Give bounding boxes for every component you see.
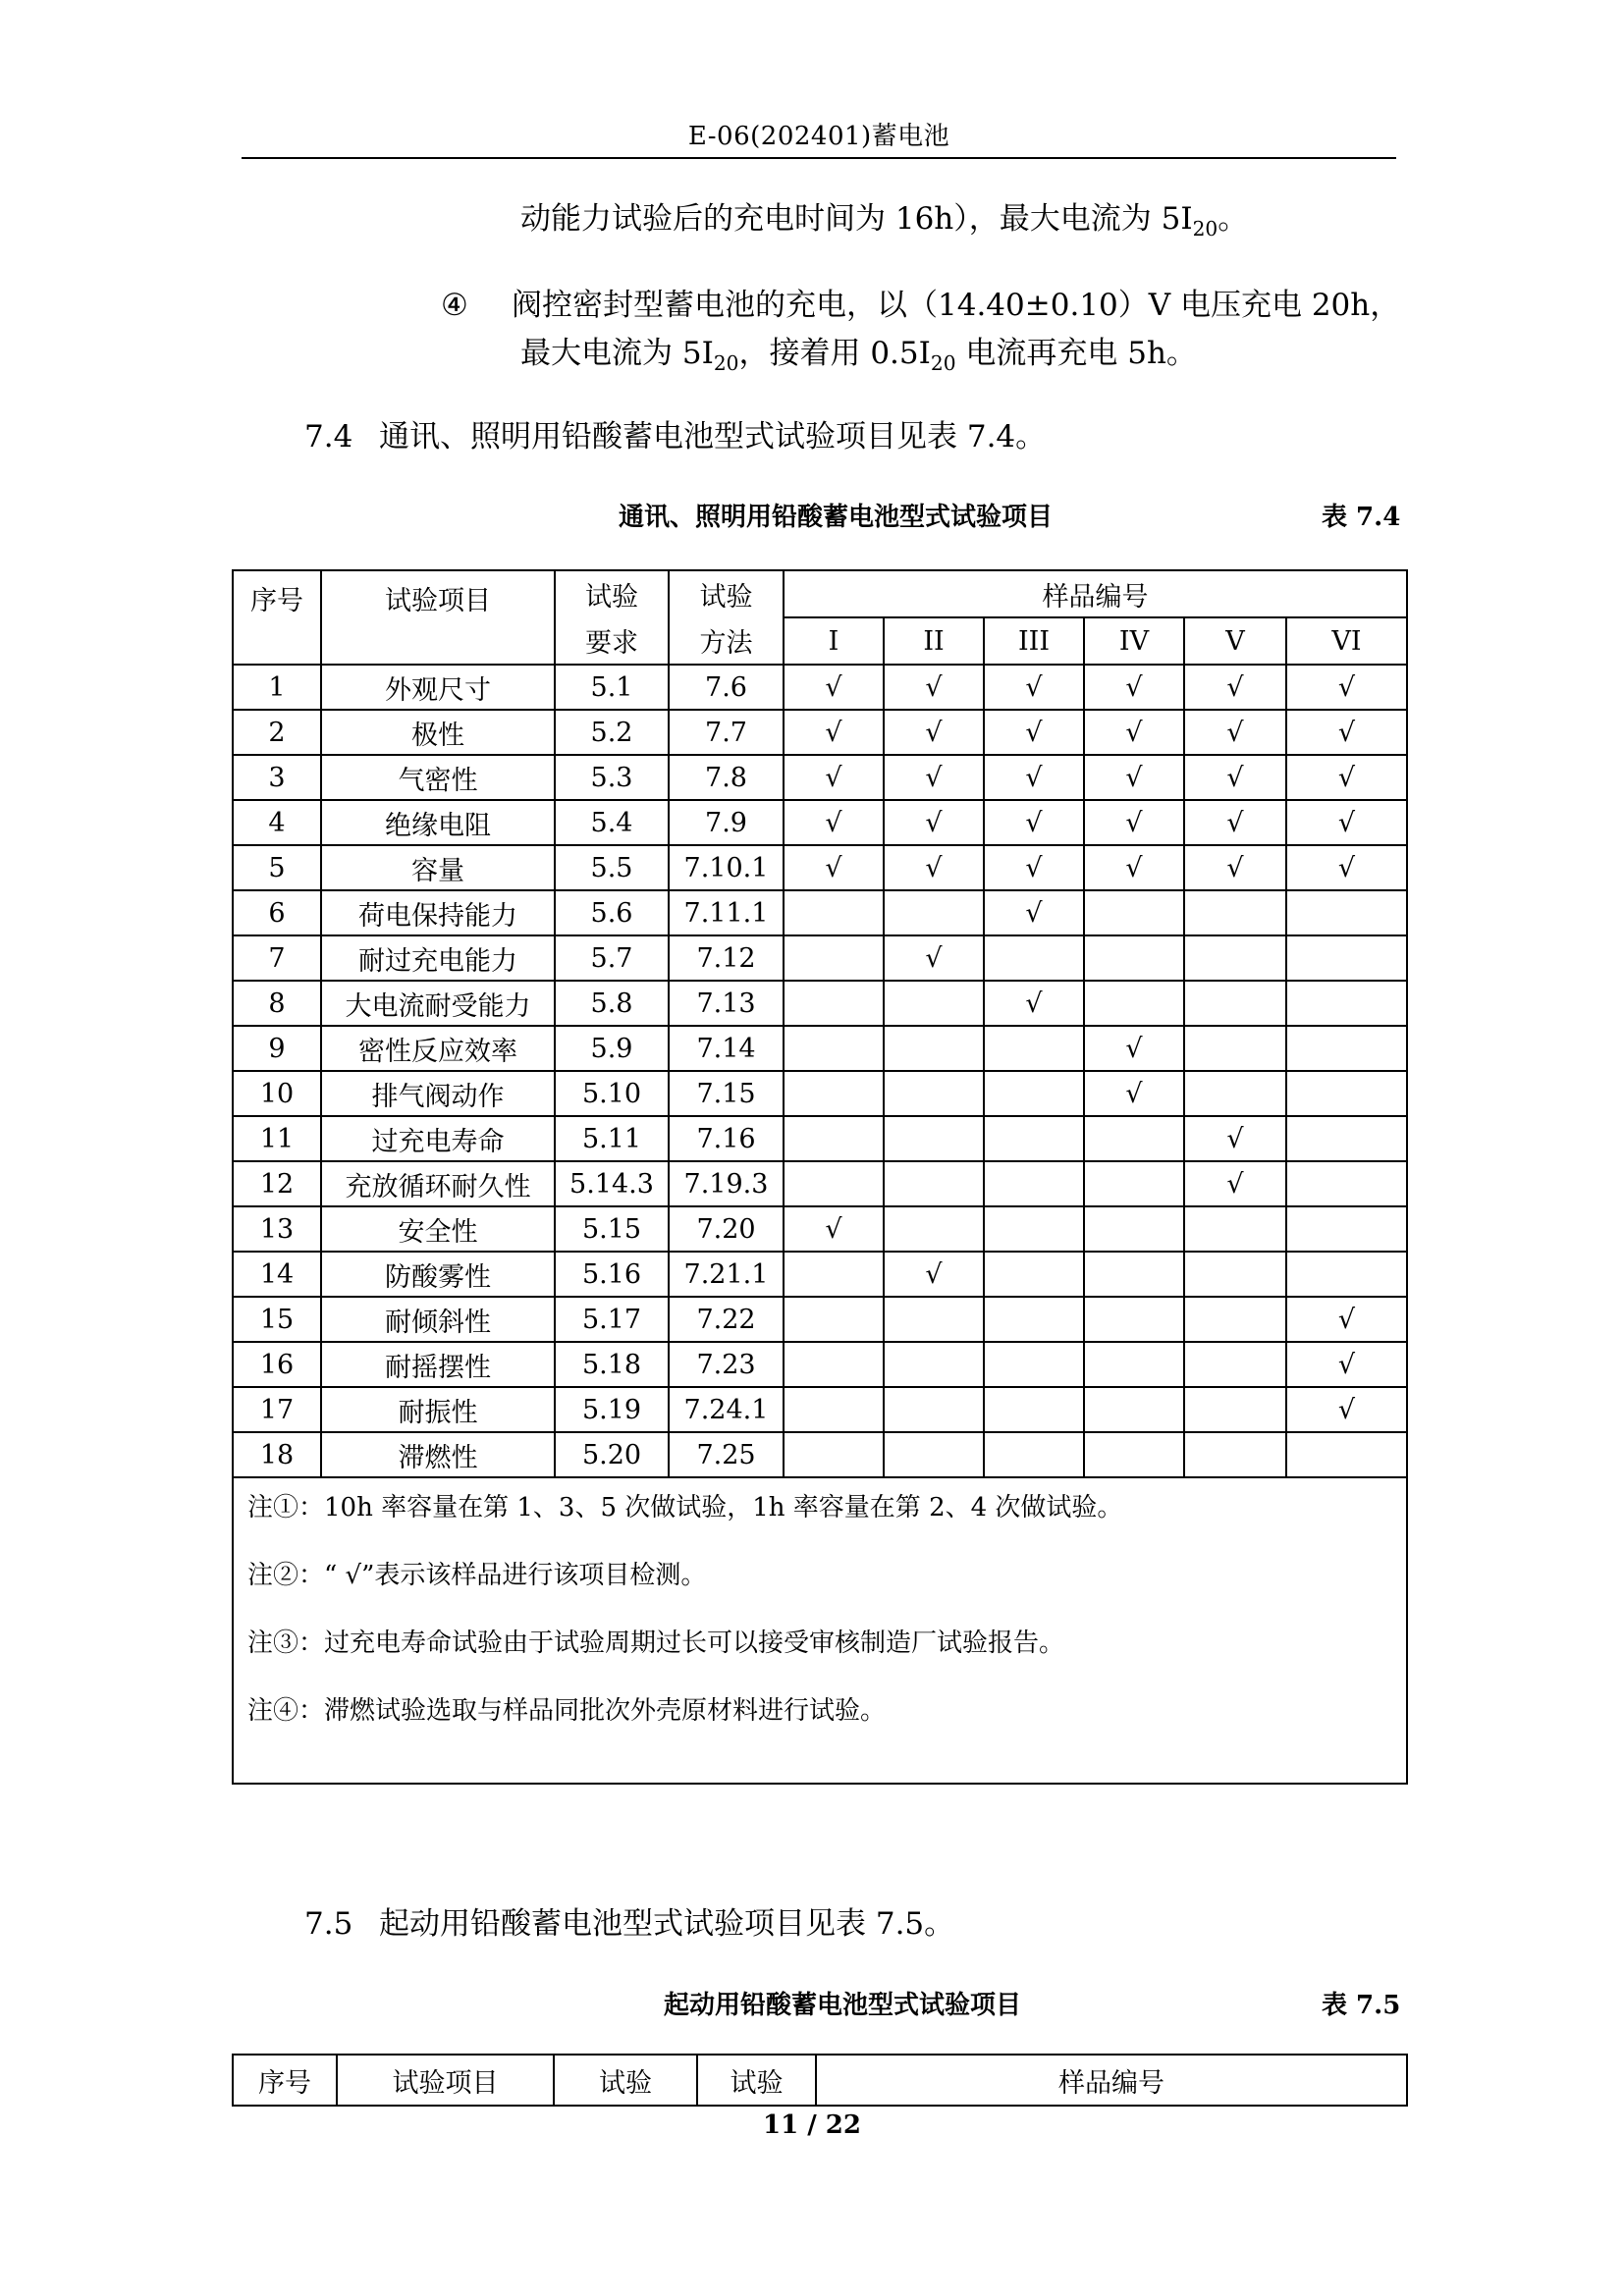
table-row: [233, 665, 1407, 710]
table-row: [233, 1387, 1407, 1432]
row-number: 14: [233, 1252, 321, 1297]
row-requirement: 5.3: [555, 755, 669, 800]
section-text: 通讯、照明用铅酸蓄电池型式试验项目见表 7.4。: [379, 419, 1047, 454]
document-header: E-06(202401)蓄电池: [687, 122, 950, 151]
table-row: [233, 1432, 1407, 1477]
row-test-item: 防酸雾性: [321, 1252, 555, 1297]
table-7-4: [232, 569, 1408, 1785]
sample-1-mark: [784, 1342, 884, 1387]
sample-6-mark: √: [1286, 710, 1407, 755]
table-caption: 起动用铅酸蓄电池型式试验项目: [664, 1991, 1022, 2020]
sample-4-mark: [1084, 1342, 1184, 1387]
sample-6-mark: [1286, 1206, 1407, 1252]
header-sample-2: II: [884, 617, 984, 665]
header-item: 试验项目: [337, 2055, 554, 2106]
sample-1-mark: √: [784, 1206, 884, 1252]
sample-2-mark: √: [884, 935, 984, 981]
sample-1-mark: √: [784, 800, 884, 845]
row-number: 7: [233, 935, 321, 981]
row-method: 7.10.1: [669, 845, 784, 890]
row-number: 3: [233, 755, 321, 800]
table-row: [233, 1116, 1407, 1161]
row-method: 7.19.3: [669, 1161, 784, 1206]
sample-3-mark: [984, 935, 1084, 981]
sample-3-mark: [984, 1116, 1084, 1161]
row-method: 7.14: [669, 1026, 784, 1071]
sample-2-mark: √: [884, 800, 984, 845]
sample-3-mark: √: [984, 800, 1084, 845]
sample-4-mark: √: [1084, 1071, 1184, 1116]
row-test-item: 滞燃性: [321, 1432, 555, 1477]
sample-5-mark: √: [1184, 755, 1286, 800]
sample-5-mark: [1184, 1387, 1286, 1432]
sample-2-mark: [884, 1432, 984, 1477]
sample-4-mark: √: [1084, 755, 1184, 800]
table-row: [233, 845, 1407, 890]
header-req: 试验: [555, 570, 669, 617]
row-requirement: 5.15: [555, 1206, 669, 1252]
header-sample-4: IV: [1084, 617, 1184, 665]
row-test-item: 大电流耐受能力: [321, 981, 555, 1026]
sample-5-mark: [1184, 1071, 1286, 1116]
row-test-item: 极性: [321, 710, 555, 755]
table-row: [233, 1026, 1407, 1071]
sample-1-mark: [784, 1387, 884, 1432]
sample-5-mark: √: [1184, 845, 1286, 890]
sample-6-mark: [1286, 981, 1407, 1026]
paragraph-text-end: 。: [1218, 201, 1249, 237]
row-method: 7.7: [669, 710, 784, 755]
list-item-line-2: [520, 329, 1197, 388]
sample-1-mark: [784, 1432, 884, 1477]
sample-6-mark: [1286, 1252, 1407, 1297]
table-row: [233, 755, 1407, 800]
row-requirement: 5.8: [555, 981, 669, 1026]
row-number: 17: [233, 1387, 321, 1432]
sample-4-mark: [1084, 1252, 1184, 1297]
header-rule: [242, 157, 1396, 159]
sample-6-mark: √: [1286, 755, 1407, 800]
sample-4-mark: [1084, 1387, 1184, 1432]
note-4: 注④：滞燃试验选取与样品同批次外壳原材料进行试验。: [247, 1696, 887, 1726]
sample-2-mark: √: [884, 710, 984, 755]
row-test-item: 密性反应效率: [321, 1026, 555, 1071]
sample-2-mark: [884, 981, 984, 1026]
row-number: 8: [233, 981, 321, 1026]
row-test-item: 过充电寿命: [321, 1116, 555, 1161]
row-test-item: 耐倾斜性: [321, 1297, 555, 1342]
sample-4-mark: [1084, 890, 1184, 935]
sample-2-mark: [884, 1297, 984, 1342]
table-caption: 通讯、照明用铅酸蓄电池型式试验项目: [619, 503, 1054, 532]
header-method: 试验: [669, 570, 784, 617]
row-requirement: 5.17: [555, 1297, 669, 1342]
sample-1-mark: [784, 1252, 884, 1297]
table-row: [233, 1071, 1407, 1116]
sample-6-mark: √: [1286, 800, 1407, 845]
sample-5-mark: [1184, 1297, 1286, 1342]
paragraph-continuation: [520, 194, 1248, 253]
sample-3-mark: [984, 1206, 1084, 1252]
sample-6-mark: [1286, 1026, 1407, 1071]
table-row: [233, 710, 1407, 755]
notes-row: [233, 1477, 1407, 1784]
table-row: [233, 1161, 1407, 1206]
table-row: [233, 1297, 1407, 1342]
sample-4-mark: [1084, 1206, 1184, 1252]
sample-3-mark: [984, 1342, 1084, 1387]
sample-5-mark: [1184, 1252, 1286, 1297]
row-method: 7.21.1: [669, 1252, 784, 1297]
sample-4-mark: [1084, 1161, 1184, 1206]
header-sample-1: I: [784, 617, 884, 665]
row-number: 15: [233, 1297, 321, 1342]
sample-1-mark: √: [784, 710, 884, 755]
sample-6-mark: [1286, 1432, 1407, 1477]
row-number: 5: [233, 845, 321, 890]
sample-2-mark: [884, 1342, 984, 1387]
row-requirement: 5.1: [555, 665, 669, 710]
row-requirement: 5.11: [555, 1116, 669, 1161]
list-item-marker: ④: [441, 288, 468, 323]
row-number: 12: [233, 1161, 321, 1206]
header-samples: 样品编号: [816, 2055, 1407, 2106]
table-row: [233, 800, 1407, 845]
section-number: 7.5: [304, 1906, 353, 1942]
row-test-item: 排气阀动作: [321, 1071, 555, 1116]
sample-4-mark: [1084, 1116, 1184, 1161]
list-item-text: 电流再充电 5h。: [955, 336, 1197, 371]
header-method: 试验: [697, 2055, 816, 2106]
sample-6-mark: [1286, 1116, 1407, 1161]
sample-2-mark: √: [884, 1252, 984, 1297]
table-row: [233, 935, 1407, 981]
sample-1-mark: [784, 1297, 884, 1342]
sample-6-mark: √: [1286, 845, 1407, 890]
sample-6-mark: √: [1286, 1342, 1407, 1387]
subscript: 20: [1192, 217, 1218, 241]
row-method: 7.23: [669, 1342, 784, 1387]
row-test-item: 外观尺寸: [321, 665, 555, 710]
sample-3-mark: √: [984, 710, 1084, 755]
sample-3-mark: √: [984, 665, 1084, 710]
subscript: 20: [713, 351, 739, 376]
sample-2-mark: [884, 1071, 984, 1116]
sample-3-mark: √: [984, 755, 1084, 800]
sample-1-mark: [784, 1071, 884, 1116]
sample-5-mark: √: [1184, 800, 1286, 845]
row-requirement: 5.19: [555, 1387, 669, 1432]
sample-6-mark: [1286, 1071, 1407, 1116]
row-number: 2: [233, 710, 321, 755]
sample-4-mark: √: [1084, 710, 1184, 755]
sample-5-mark: [1184, 1206, 1286, 1252]
row-number: 16: [233, 1342, 321, 1387]
sample-3-mark: [984, 1387, 1084, 1432]
table-row: [233, 981, 1407, 1026]
table-7-5: [232, 2054, 1408, 2107]
list-item-text: 最大电流为 5I: [520, 336, 714, 371]
sample-3-mark: [984, 1297, 1084, 1342]
table-row: [233, 1342, 1407, 1387]
row-test-item: 容量: [321, 845, 555, 890]
sample-1-mark: √: [784, 755, 884, 800]
sample-5-mark: [1184, 890, 1286, 935]
sample-5-mark: [1184, 1342, 1286, 1387]
sample-5-mark: [1184, 981, 1286, 1026]
sample-4-mark: √: [1084, 800, 1184, 845]
sample-6-mark: [1286, 890, 1407, 935]
sample-1-mark: [784, 935, 884, 981]
row-requirement: 5.2: [555, 710, 669, 755]
row-requirement: 5.9: [555, 1026, 669, 1071]
sample-3-mark: [984, 1432, 1084, 1477]
sample-1-mark: [784, 981, 884, 1026]
page-number: 11 / 22: [763, 2110, 861, 2140]
sample-5-mark: √: [1184, 665, 1286, 710]
row-number: 18: [233, 1432, 321, 1477]
sample-4-mark: [1084, 981, 1184, 1026]
sample-1-mark: [784, 1026, 884, 1071]
header-sample-5: V: [1184, 617, 1286, 665]
note-3: 注③：过充电寿命试验由于试验周期过长可以接受审核制造厂试验报告。: [247, 1629, 1065, 1658]
row-method: 7.25: [669, 1432, 784, 1477]
sample-6-mark: √: [1286, 1297, 1407, 1342]
header-req: 试验: [554, 2055, 697, 2106]
row-requirement: 5.18: [555, 1342, 669, 1387]
row-test-item: 绝缘电阻: [321, 800, 555, 845]
table-number: 表 7.4: [1322, 503, 1401, 532]
sample-2-mark: [884, 1206, 984, 1252]
sample-2-mark: [884, 890, 984, 935]
row-number: 11: [233, 1116, 321, 1161]
list-item-line-1: 阀控密封型蓄电池的充电，以（14.40±0.10）V 电压充电 20h，: [512, 288, 1401, 323]
row-requirement: 5.20: [555, 1432, 669, 1477]
section-number: 7.4: [304, 419, 353, 454]
header-seq: 序号: [233, 2055, 337, 2106]
table-number: 表 7.5: [1322, 1991, 1401, 2020]
row-method: 7.9: [669, 800, 784, 845]
table-notes: [233, 1477, 1407, 1784]
sample-2-mark: √: [884, 755, 984, 800]
header-method-2: 方法: [669, 617, 784, 665]
sample-4-mark: √: [1084, 665, 1184, 710]
sample-1-mark: [784, 1116, 884, 1161]
row-test-item: 气密性: [321, 755, 555, 800]
row-test-item: 荷电保持能力: [321, 890, 555, 935]
sample-3-mark: √: [984, 981, 1084, 1026]
sample-6-mark: [1286, 935, 1407, 981]
sample-4-mark: √: [1084, 1026, 1184, 1071]
row-test-item: 耐过充电能力: [321, 935, 555, 981]
row-method: 7.24.1: [669, 1387, 784, 1432]
sample-1-mark: √: [784, 845, 884, 890]
sample-2-mark: [884, 1026, 984, 1071]
note-2: 注②：“ √”表示该样品进行该项目检测。: [247, 1561, 707, 1590]
row-requirement: 5.4: [555, 800, 669, 845]
row-requirement: 5.5: [555, 845, 669, 890]
row-method: 7.11.1: [669, 890, 784, 935]
row-number: 6: [233, 890, 321, 935]
row-test-item: 耐振性: [321, 1387, 555, 1432]
row-number: 13: [233, 1206, 321, 1252]
row-test-item: 安全性: [321, 1206, 555, 1252]
row-method: 7.6: [669, 665, 784, 710]
sample-5-mark: [1184, 935, 1286, 981]
row-requirement: 5.10: [555, 1071, 669, 1116]
row-method: 7.12: [669, 935, 784, 981]
table-row: [233, 890, 1407, 935]
row-test-item: 耐摇摆性: [321, 1342, 555, 1387]
list-item-text: ，接着用 0.5I: [738, 336, 931, 371]
header-sample-3: III: [984, 617, 1084, 665]
row-number: 10: [233, 1071, 321, 1116]
sample-3-mark: [984, 1071, 1084, 1116]
sample-1-mark: [784, 890, 884, 935]
sample-2-mark: √: [884, 845, 984, 890]
header-req-2: 要求: [555, 617, 669, 665]
sample-6-mark: √: [1286, 665, 1407, 710]
sample-3-mark: [984, 1026, 1084, 1071]
sample-5-mark: [1184, 1026, 1286, 1071]
table-row: [233, 1252, 1407, 1297]
row-method: 7.16: [669, 1116, 784, 1161]
paragraph-text: 动能力试验后的充电时间为 16h），最大电流为 5I: [520, 201, 1193, 237]
subscript: 20: [930, 351, 956, 376]
sample-5-mark: √: [1184, 1116, 1286, 1161]
sample-4-mark: [1084, 1297, 1184, 1342]
row-number: 4: [233, 800, 321, 845]
row-requirement: 5.14.3: [555, 1161, 669, 1206]
table-row: [233, 1206, 1407, 1252]
row-requirement: 5.7: [555, 935, 669, 981]
row-requirement: 5.16: [555, 1252, 669, 1297]
sample-2-mark: [884, 1387, 984, 1432]
row-method: 7.20: [669, 1206, 784, 1252]
row-test-item: 充放循环耐久性: [321, 1161, 555, 1206]
row-method: 7.8: [669, 755, 784, 800]
sample-3-mark: √: [984, 845, 1084, 890]
sample-2-mark: [884, 1161, 984, 1206]
row-number: 1: [233, 665, 321, 710]
sample-3-mark: √: [984, 890, 1084, 935]
note-1: 注①：10h 率容量在第 1、3、5 次做试验，1h 率容量在第 2、4 次做试验。: [247, 1493, 1123, 1522]
sample-3-mark: [984, 1252, 1084, 1297]
header-seq: 序号: [233, 570, 321, 665]
sample-6-mark: √: [1286, 1387, 1407, 1432]
sample-5-mark: [1184, 1432, 1286, 1477]
sample-4-mark: [1084, 935, 1184, 981]
sample-5-mark: √: [1184, 710, 1286, 755]
sample-1-mark: √: [784, 665, 884, 710]
sample-3-mark: [984, 1161, 1084, 1206]
header-item: 试验项目: [321, 570, 555, 665]
sample-1-mark: [784, 1161, 884, 1206]
row-number: 9: [233, 1026, 321, 1071]
sample-4-mark: √: [1084, 845, 1184, 890]
row-method: 7.13: [669, 981, 784, 1026]
sample-4-mark: [1084, 1432, 1184, 1477]
sample-2-mark: [884, 1116, 984, 1161]
header-samples: 样品编号: [784, 570, 1407, 617]
row-requirement: 5.6: [555, 890, 669, 935]
row-method: 7.22: [669, 1297, 784, 1342]
sample-6-mark: [1286, 1161, 1407, 1206]
section-text: 起动用铅酸蓄电池型式试验项目见表 7.5。: [379, 1906, 955, 1942]
row-method: 7.15: [669, 1071, 784, 1116]
sample-2-mark: √: [884, 665, 984, 710]
header-sample-6: VI: [1286, 617, 1407, 665]
sample-5-mark: √: [1184, 1161, 1286, 1206]
